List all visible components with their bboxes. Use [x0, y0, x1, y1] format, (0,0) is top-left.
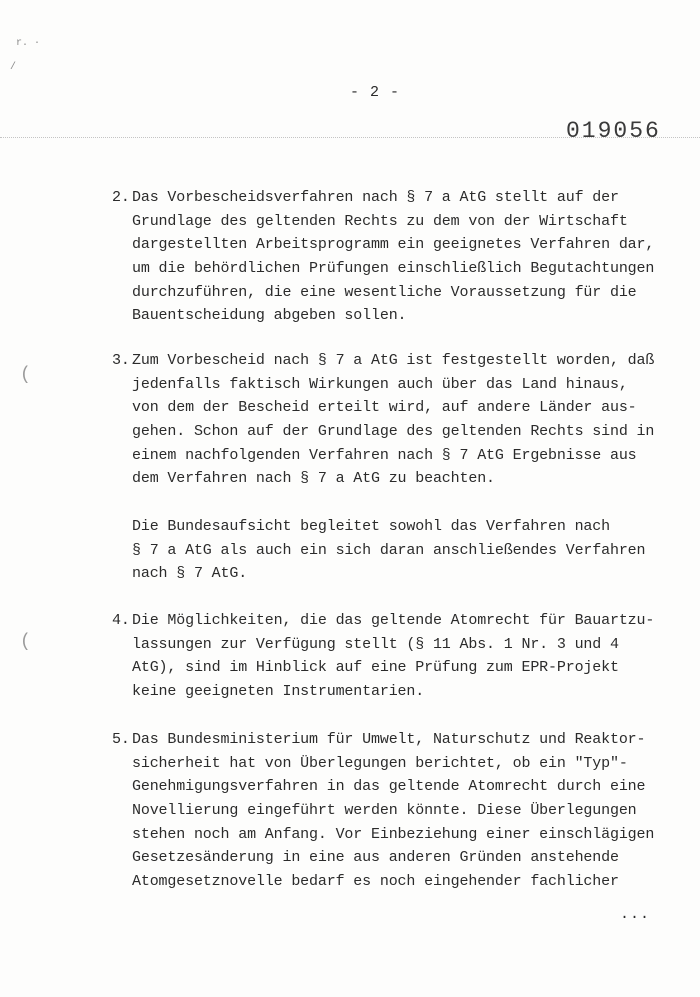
text-line: Novellierung eingeführt werden könnte. Diese Überlegungen [132, 802, 637, 820]
text-line: um die behördlichen Prüfungen einschließlich Begutachtungen [132, 260, 655, 278]
text-line: AtG), sind im Hinblick auf eine Prüfung zum EPR-Projekt [132, 659, 619, 677]
text-line: Die Möglichkeiten, die das geltende Atomrecht für Bauartzu- [132, 612, 655, 629]
punch-hole-mark: ( [20, 632, 31, 652]
text-line: lassungen zur Verfügung stellt (§ 11 Abs. 1 Nr. 3 und 4 [132, 635, 619, 653]
punch-hole-mark: ( [20, 365, 31, 385]
text-line: Die Bundesaufsicht begleitet sowohl das Verfahren nach [132, 518, 610, 535]
text-line: keine geeigneten Instrumentarien. [132, 683, 425, 701]
text-line: dargestellten Arbeitsprogramm ein geeignetes Verfahren dar, [132, 236, 655, 254]
text-line: nach § 7 AtG. [132, 565, 248, 583]
text-line: gehen. Schon auf der Grundlage des geltenden Rechts sind in [132, 423, 655, 441]
document-number-stamp: 019056 [566, 118, 661, 144]
scan-dotted-line [0, 137, 700, 138]
text-line: einem nachfolgenden Verfahren nach § 7 AtG Ergebnisse aus [132, 446, 637, 464]
text-line: Zum Vorbescheid nach § 7 a AtG ist festgestellt worden, daß [132, 352, 655, 369]
text-line: von dem der Bescheid erteilt wird, auf andere Länder aus- [132, 399, 637, 417]
text-line: sicherheit hat von Überlegungen berichtet, ob ein "Typ"- [132, 754, 628, 772]
page-continuation-marker: ... [620, 906, 651, 923]
text-line: Atomgesetznovelle bedarf es noch eingehender fachlicher [132, 873, 619, 891]
paragraph-number: 3. [112, 352, 130, 369]
text-line: dem Verfahren nach § 7 a AtG zu beachten. [132, 470, 495, 488]
text-line: stehen noch am Anfang. Vor Einbeziehung einer einschlägigen [132, 825, 655, 843]
text-line: Grundlage des geltenden Rechts zu dem von der Wirtschaft [132, 212, 628, 230]
text-line: Genehmigungsverfahren in das geltende Atomrecht durch eine [132, 778, 646, 796]
text-line: Das Vorbescheidsverfahren nach § 7 a AtG stellt auf der [132, 189, 619, 206]
text-line: § 7 a AtG als auch ein sich daran anschließendes Verfahren [132, 541, 646, 559]
text-line: Bauentscheidung abgeben sollen. [132, 307, 407, 325]
paragraph-number: 2. [112, 189, 130, 206]
text-line: Das Bundesministerium für Umwelt, Naturschutz und Reaktor- [132, 731, 646, 748]
page-number: - 2 - [350, 84, 401, 101]
scan-artifact: / [10, 62, 17, 73]
text-line: durchzuführen, die eine wesentliche Voraussetzung für die [132, 283, 637, 301]
paragraph-number: 4. [112, 612, 130, 629]
text-line: jedenfalls faktisch Wirkungen auch über das Land hinaus, [132, 375, 628, 393]
text-line: Gesetzesänderung in eine aus anderen Gründen anstehende [132, 849, 619, 867]
scan-artifact: r. · [16, 38, 41, 49]
paragraph-number: 5. [112, 731, 130, 748]
